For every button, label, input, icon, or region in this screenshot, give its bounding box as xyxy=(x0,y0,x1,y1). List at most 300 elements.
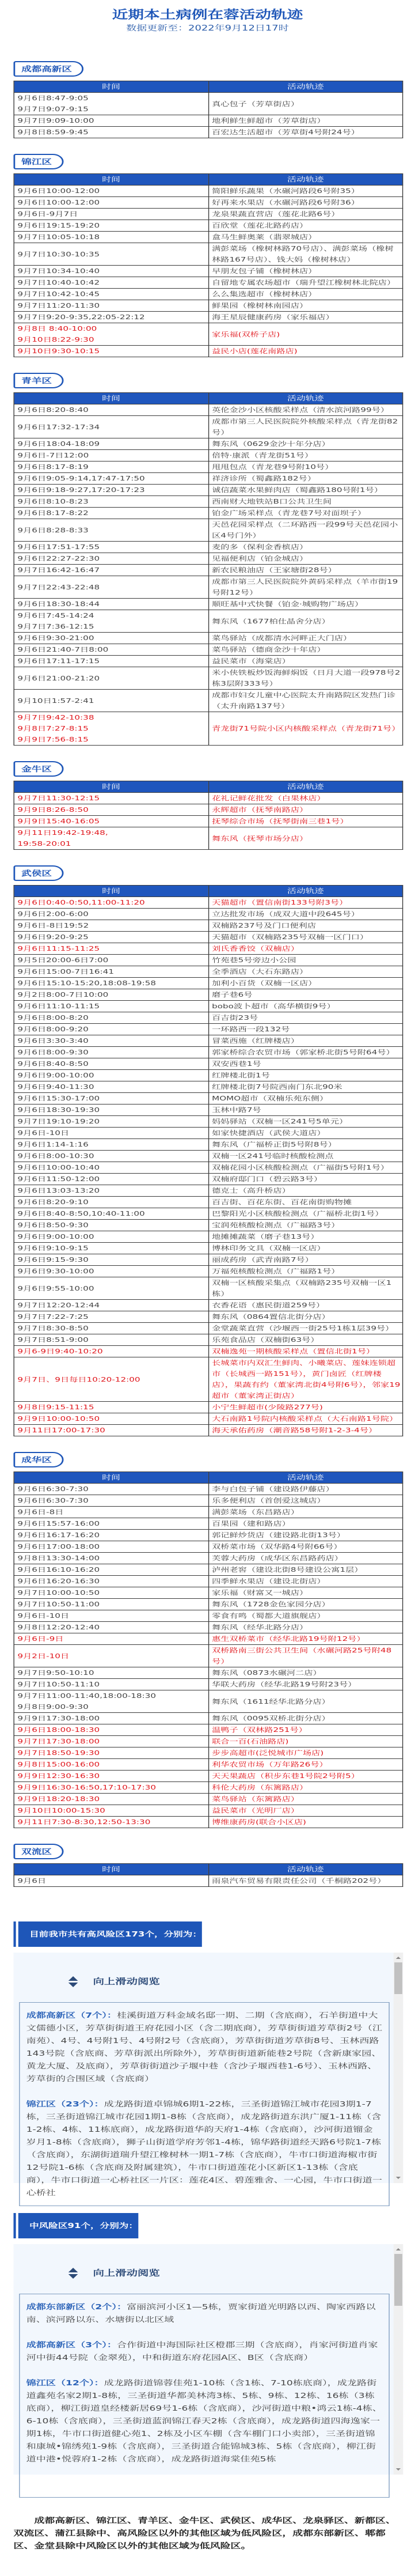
time-cell xyxy=(14,1724,208,1736)
place-cell: 磨子巷6号 xyxy=(208,989,403,1001)
high-risk-scroll-box[interactable] xyxy=(13,1953,403,2197)
column-header-time: 时间 xyxy=(14,174,208,186)
time-text: 9月8日15:00-16:00 xyxy=(17,1761,100,1768)
place-cell: 新农民粮油店（王家塘街28号） xyxy=(208,565,403,576)
table-row xyxy=(14,1402,402,1413)
time-text: 9月6日9:20-9:25 xyxy=(17,933,89,941)
table-row xyxy=(14,667,402,690)
table-row xyxy=(14,1104,402,1116)
column-header-place: 活动轨迹 xyxy=(208,174,403,186)
place-cell: 乐苑食品店（双楠街63号） xyxy=(208,1334,403,1346)
time-text: 9月2日8:00-7日10:00 xyxy=(17,991,109,998)
place-cell: 舞东风（广福桥正街5号附8号） xyxy=(208,1139,403,1151)
time-cell xyxy=(14,1323,208,1334)
time-cell xyxy=(14,438,208,450)
table-row xyxy=(14,1747,402,1759)
time-cell xyxy=(14,1622,208,1633)
place-cell: 泸州老窖（建设北街8号建设公寓1层） xyxy=(208,1564,403,1576)
time-text: 9月6日15:30-17:00 xyxy=(17,1095,100,1102)
medium-risk-scroll-box[interactable] xyxy=(13,2244,403,2475)
table-row xyxy=(14,266,402,277)
place-cell: MOMO超市（双楠乐苑东侧） xyxy=(208,1093,403,1104)
column-header-time: 时间 xyxy=(14,1472,208,1484)
time-text: 9月6日18:30-18:44 xyxy=(17,600,100,608)
risk-entry xyxy=(26,2301,383,2326)
column-header-time: 时间 xyxy=(14,393,208,404)
table-row xyxy=(14,1599,402,1610)
time-text: 9月6日-10日 xyxy=(17,1612,70,1620)
table-row xyxy=(14,496,402,508)
place-cell: 妈妈驿站（双楠一区241号5单元） xyxy=(208,1116,403,1128)
time-text: 9月6日10:00-12:00 xyxy=(17,187,100,195)
table-row xyxy=(14,243,402,266)
time-text: 9月6日1:14-1:16 xyxy=(17,1141,89,1148)
district-label: 金牛区 xyxy=(13,761,63,777)
time-text: 9月6日8:17-8:19 xyxy=(17,463,89,471)
table-row xyxy=(14,1794,402,1805)
place-cell: 真心包子（芳草街店） xyxy=(208,93,403,115)
place-cell: 加利小百货（双楠一区店） xyxy=(208,978,403,989)
table-row xyxy=(14,1012,402,1024)
track-table xyxy=(13,1863,403,1887)
place-cell: 早朋友包子铺（橡树林店） xyxy=(208,266,403,277)
time-text: 9月6日15:10-15:20,18:08-19:58 xyxy=(17,979,157,987)
time-cell xyxy=(14,346,208,357)
place-cell: 双桥路南三街公共卫生间（水碾河路25号附48号） xyxy=(208,1645,403,1667)
place-cell: 双桥菜市场（双华路4号附66号） xyxy=(208,1541,403,1553)
place-cell: 见福便利店（铂金城店） xyxy=(208,553,403,565)
low-risk-note: 成都高新区、锦江区、青羊区、金牛区、武侯区、成华区、龙泉驿区、新都区、双流区、蒲江县除中、高风险区以外的其他区域为低风险区，成都东部新区、郫都区、金堂县除中风险区以外的其他区域为低风险区。 xyxy=(13,2517,396,2551)
table-row xyxy=(14,438,402,450)
column-header-place: 活动轨迹 xyxy=(208,1864,403,1875)
place-cell: 简阳鲜乐蔬果（水碾河路段6号附35） xyxy=(208,186,403,197)
district-section xyxy=(13,761,403,850)
place-cell: 益民菜市（光明厂店） xyxy=(208,1805,403,1817)
table-row xyxy=(14,346,402,357)
place-cell: 西南财大地铁站B口公共卫生间 xyxy=(208,496,403,508)
place-cell: 万福苑核酸检测点（广福路1号） xyxy=(208,1266,403,1277)
place-cell: 双楠逸苑一期核酸采样点（置信北街1号） xyxy=(208,1346,403,1357)
table-row xyxy=(14,1484,402,1495)
time-text: 9月6日11:50-12:00 xyxy=(17,1175,100,1183)
time-text: 9月6日18:04-18:09 xyxy=(17,440,100,448)
time-cell xyxy=(14,1518,208,1530)
place-cell: 惠生双桥菜市（经华北路19号附12号） xyxy=(208,1633,403,1645)
table-row xyxy=(14,1185,402,1197)
table-row xyxy=(14,1162,402,1174)
time-cell xyxy=(14,816,208,827)
time-text: 9月6日8:47-9:05 xyxy=(17,94,89,102)
place-cell: 舞东风（1611经华北路分店） xyxy=(208,1690,403,1713)
time-cell xyxy=(14,473,208,485)
table-row xyxy=(14,1576,402,1587)
district-section xyxy=(13,1452,403,1828)
table-row xyxy=(14,712,402,746)
time-cell xyxy=(14,920,208,932)
table-row xyxy=(14,312,402,323)
track-table xyxy=(13,173,403,357)
place-cell: 成都市第三人民医院院外黄码采样点（羊市街19号附12号） xyxy=(208,576,403,599)
district-name: 成都东部新区（2个）： xyxy=(26,2302,127,2311)
time-text: 9月6日8:10-8:23 xyxy=(17,498,89,505)
time-text: 9月9日10:00-10:50 xyxy=(17,1415,100,1423)
time-text: 9月6日8:00-8:20 xyxy=(17,1014,89,1022)
place-cell: 诚信蔬菜水果鲜肉店（蜀鑫路180号附1号） xyxy=(208,485,403,496)
table-row xyxy=(14,1151,402,1162)
table-row xyxy=(14,1128,402,1139)
time-cell xyxy=(14,1277,208,1300)
column-header-place: 活动轨迹 xyxy=(208,1472,403,1484)
medium-risk-heading-text: 中风险区91个，分别为： xyxy=(18,2213,138,2238)
table-row xyxy=(14,1047,402,1058)
risk-entry xyxy=(26,2339,383,2364)
time-text: 9月7日7:36-12:15 xyxy=(17,623,94,630)
time-text: 9月6日21:40-7日8:00 xyxy=(17,646,109,653)
time-cell xyxy=(14,644,208,656)
time-text: 9月6日17:32-17:34 xyxy=(17,423,100,431)
time-text: 9月7日19:10-19:20 xyxy=(17,1118,100,1125)
table-row xyxy=(14,1413,402,1425)
time-text: 9月8日9:15-11:15 xyxy=(17,1404,94,1411)
time-text: 9月6日-8日19:52 xyxy=(17,922,89,929)
time-cell xyxy=(14,266,208,277)
time-text: 9月6日8:20-9:10 xyxy=(17,1198,89,1206)
place-cell: 零食有鸣（蜀都大道旗舰店） xyxy=(208,1610,403,1622)
table-row xyxy=(14,599,402,610)
place-cell: 百果园（建和路店） xyxy=(208,1518,403,1530)
place-cell: 小宁生鲜超市(少陵路277号) xyxy=(208,1402,403,1413)
time-text: 9月6日8:00-9:20 xyxy=(17,1026,89,1033)
time-text: 9月11日7:30-8:30,12:50-13:30 xyxy=(17,1818,151,1826)
scroll-up-icon[interactable] xyxy=(396,1957,401,1959)
time-cell xyxy=(14,1093,208,1104)
time-cell xyxy=(14,1564,208,1576)
time-text: 9月7日8:51-9:00 xyxy=(17,1336,89,1344)
time-text: 9月7日9:09-10:00 xyxy=(17,117,94,124)
time-text: 9月6日6:30-7:30 xyxy=(17,1485,89,1493)
time-cell xyxy=(14,1012,208,1024)
time-cell xyxy=(14,1713,208,1724)
time-cell xyxy=(14,323,208,346)
table-row xyxy=(14,633,402,644)
time-cell xyxy=(14,1553,208,1564)
time-text: 9月7日10:34-10:40 xyxy=(17,267,100,275)
place-cell: 百吉街、百花东街、百花南街购物摊 xyxy=(208,1197,403,1208)
risk-areas: 成龙路街道卓锦城6期1-22栋，三圣街道锦江城市花园3期1-7栋，三圣街道锦江城市花园1期1-8栋（含底商），成龙路街道东洪广厦1-11栋（含1-2栋、4栋、11栋底商），成龙路街道华韵天府1-4栋（含底商），沙河街道镏金岁月1-8栋（含底商），狮子山街道学府芳邻1-4栋，锦华路街道经天路6号院1-7栋（含底商），东湖街道瑞升望江橡树林一期1-7栋（含底商），牛市口街道海椒市街12号院1-6栋（含底商及附属建筑），牛市口街道莲花小区新区1-13栋（含底商），牛市口街道一心桥社区一片区：莲花4区、碧莲雅舍、一心园，牛市口街道一心桥社 xyxy=(26,2100,383,2197)
place-cell: 双楠路237号及门口便利店 xyxy=(208,920,403,932)
time-cell xyxy=(14,1208,208,1220)
time-cell xyxy=(14,1346,208,1357)
table-row xyxy=(14,519,402,542)
time-text: 9月6日8:40-8:50 xyxy=(17,1060,89,1068)
time-cell xyxy=(14,450,208,462)
scrollbar-thumb[interactable] xyxy=(394,1962,402,1994)
time-cell xyxy=(14,565,208,576)
time-cell xyxy=(14,1081,208,1093)
time-text: 9月6日8:40-8:50,10:40-11:00 xyxy=(17,1210,145,1217)
place-cell: 竹苑巷5号旁边小公园 xyxy=(208,955,403,966)
time-cell xyxy=(14,989,208,1001)
time-cell xyxy=(14,1794,208,1805)
place-cell: 家乐福（财富又一城店） xyxy=(208,1587,403,1599)
time-text: 9月6日2:00-6:00 xyxy=(17,910,89,918)
table-row xyxy=(14,1024,402,1035)
table-row xyxy=(14,565,402,576)
time-cell xyxy=(14,1311,208,1323)
place-cell: 舞东风（1728金色家园分店） xyxy=(208,1599,403,1610)
table-row xyxy=(14,473,402,485)
time-cell xyxy=(14,186,208,197)
scroll-down-icon[interactable] xyxy=(396,2177,401,2179)
time-cell xyxy=(14,966,208,978)
high-risk-list xyxy=(19,2002,390,2206)
time-cell xyxy=(14,496,208,508)
table-row xyxy=(14,1220,402,1231)
place-cell: 鲜果园（橡树林南园店） xyxy=(208,300,403,312)
time-text: 9月7日9:20-9:35,22:05-22:12 xyxy=(17,313,145,321)
high-risk-heading xyxy=(13,1921,415,1947)
time-text: 9月7日12:20-12:44 xyxy=(17,1302,100,1309)
place-cell: 天天果蔬店（积步东巷1号院2号附5） xyxy=(208,1771,403,1782)
place-cell: 顺旺基中式快餐（铂金·城购物广场店） xyxy=(208,599,403,610)
time-text: 9月6日8:17-8:22 xyxy=(17,509,89,517)
place-cell: 菜鸟驿站（德商金沙十年店） xyxy=(208,644,403,656)
time-text: 9月10日1:57-2:41 xyxy=(17,697,94,705)
time-cell xyxy=(14,1402,208,1413)
table-row xyxy=(14,989,402,1001)
track-table xyxy=(13,1472,403,1828)
place-cell: 全季酒店（大石东路店） xyxy=(208,966,403,978)
table-row xyxy=(14,1736,402,1747)
time-text: 9月6日10:00-10:40 xyxy=(17,1164,100,1171)
table-row xyxy=(14,553,402,565)
table-row xyxy=(14,450,402,462)
place-cell: 地摊摊蔬菜（磨子巷13号） xyxy=(208,1231,403,1243)
table-row xyxy=(14,1633,402,1645)
time-cell xyxy=(14,93,208,115)
table-row xyxy=(14,1093,402,1104)
time-cell xyxy=(14,793,208,804)
scroll-up-icon[interactable] xyxy=(396,2248,401,2250)
place-cell: 利华农贸市场（万年路26号） xyxy=(208,1759,403,1771)
table-row xyxy=(14,932,402,943)
time-cell xyxy=(14,1599,208,1610)
scroll-hint xyxy=(67,2267,159,2279)
update-time: 数据更新至：2022年9月12日17时 xyxy=(126,24,289,33)
place-cell: 芙蓉大药房（成华区东昌路药店） xyxy=(208,1553,403,1564)
time-text: 9月11日17:00-17:30 xyxy=(17,1427,105,1434)
district-label: 双流区 xyxy=(13,1844,63,1859)
time-cell xyxy=(14,1679,208,1690)
time-text: 9月11日19:42-19:48, xyxy=(17,829,108,837)
time-cell xyxy=(14,508,208,519)
time-cell xyxy=(14,312,208,323)
table-header xyxy=(14,886,402,897)
time-cell xyxy=(14,656,208,667)
track-table xyxy=(13,81,403,138)
table-row xyxy=(14,1771,402,1782)
time-cell xyxy=(14,462,208,473)
time-cell xyxy=(14,243,208,266)
table-row xyxy=(14,1610,402,1622)
scrollbar[interactable] xyxy=(394,2244,403,2475)
district-name: 锦江区（23个）： xyxy=(26,2100,104,2108)
place-cell: 满彭菜场（东昌路店） xyxy=(208,1507,403,1518)
place-cell: 铂金广场采样点（青龙巷7号对面坝子） xyxy=(208,508,403,519)
time-text: 9月8日8:59-9:45 xyxy=(17,128,89,136)
time-text: 9月6日-7日12:00 xyxy=(17,452,89,459)
time-text: 9月6日8:28-8:33 xyxy=(17,526,89,534)
time-cell xyxy=(14,1174,208,1185)
table-row xyxy=(14,209,402,220)
time-text: 9月6日8:00-10:30 xyxy=(17,1152,94,1160)
table-row xyxy=(14,920,402,932)
district-label: 成都高新区 xyxy=(13,61,83,77)
table-row xyxy=(14,1507,402,1518)
risk-entry xyxy=(26,2098,383,2199)
scroll-hint-label: 向上滑动阅览 xyxy=(93,2269,160,2278)
table-row xyxy=(14,1070,402,1081)
time-text: 9月9日18:20-18:30 xyxy=(17,1795,100,1803)
medium-risk-heading xyxy=(13,2213,415,2238)
district-label: 武侯区 xyxy=(13,865,63,881)
place-cell: 金堂蔬菜直营（沙堰西一街25号1栋1层39号） xyxy=(208,1323,403,1334)
time-text: 9月10日9:30-10:15 xyxy=(17,347,100,355)
place-cell: 自留地专属农场超市（瑞升望江橡树林北院店） xyxy=(208,277,403,289)
place-cell: 麦的多（保利金香槟店） xyxy=(208,542,403,553)
column-header-time: 时间 xyxy=(14,781,208,793)
table-row xyxy=(14,1587,402,1599)
risk-entry xyxy=(26,2009,383,2085)
heading-bar xyxy=(13,2213,16,2238)
table-row xyxy=(14,827,402,850)
time-cell xyxy=(14,1425,208,1436)
time-cell xyxy=(14,1197,208,1208)
place-cell: 倍特·康派（青龙街51号） xyxy=(208,450,403,462)
scrollbar-thumb[interactable] xyxy=(394,2254,402,2306)
place-cell: 海天承佑药房（潮音路58号附1-2-3-4号） xyxy=(208,1425,403,1436)
time-cell xyxy=(14,1104,208,1116)
time-text: 9月10日8:22-9:30 xyxy=(17,336,94,343)
time-cell xyxy=(14,1805,208,1817)
time-text: 9月2日-10日 xyxy=(17,1652,70,1660)
place-cell: 科伦大药房（东篱路店） xyxy=(208,1782,403,1794)
place-cell: 郭记鲜炒货店（建设路北街13号） xyxy=(208,1530,403,1541)
table-row xyxy=(14,1425,402,1436)
time-cell xyxy=(14,220,208,232)
place-cell: 双楠一区核酸采集点（双楠路235号双楠一区1栋） xyxy=(208,1277,403,1300)
time-text: 9月6日16:17-16:20 xyxy=(17,1531,100,1539)
time-text: 9月5日20:00-6日7:00 xyxy=(17,956,109,964)
time-text: 9月6日18:30-19:30 xyxy=(17,1106,100,1114)
time-cell xyxy=(14,1266,208,1277)
place-cell: 巴黎阳光小区核酸检测点（广福桥北街1号） xyxy=(208,1208,403,1220)
time-text: 9月6日11:15-11:25 xyxy=(17,945,100,952)
time-text: 9月6日10:00-12:00 xyxy=(17,199,100,206)
place-cell: bobo波卜超市（高华横街9号） xyxy=(208,1001,403,1012)
time-cell xyxy=(14,1576,208,1587)
district-name: 成都高新区（7个）： xyxy=(26,2011,117,2019)
time-text: 9月6-9日9:40-10:20 xyxy=(17,1348,103,1355)
time-cell xyxy=(14,576,208,599)
place-cell: 百欣堂（莲花北路药店） xyxy=(208,220,403,232)
table-row xyxy=(14,1667,402,1679)
place-cell: 双楠花园小区核酸检测点（广福街5号附1号） xyxy=(208,1162,403,1174)
district-section xyxy=(13,1844,403,1887)
district-label: 成华区 xyxy=(13,1452,63,1467)
column-header-place: 活动轨迹 xyxy=(208,393,403,404)
time-cell xyxy=(14,712,208,746)
time-text: 9月9日12:30-16:30 xyxy=(17,1772,100,1780)
time-cell xyxy=(14,1633,208,1645)
time-cell xyxy=(14,1484,208,1495)
time-text: 9月7日17:30-18:00 xyxy=(17,1738,100,1745)
place-cell: 博维康药房(联合小区店) xyxy=(208,1817,403,1828)
place-cell: 宝润苑核酸检测点（广福路3号） xyxy=(208,1220,403,1231)
place-cell: 双安西巷1号 xyxy=(208,1058,403,1070)
time-cell xyxy=(14,1300,208,1311)
time-cell xyxy=(14,1243,208,1254)
table-row xyxy=(14,1277,402,1300)
place-cell: 舞东风（0095双桥北街分店） xyxy=(208,1713,403,1724)
table-row xyxy=(14,404,402,416)
table-row xyxy=(14,416,402,438)
place-cell: 米小侠铁板炒饭海鲜焖饭（日月大道一段978号2栋3层附333号） xyxy=(208,667,403,690)
table-row xyxy=(14,1518,402,1530)
time-cell xyxy=(14,1610,208,1622)
table-row xyxy=(14,897,402,909)
table-header xyxy=(14,393,402,404)
place-cell: 郭家桥综合农贸市场（郭家桥北街5号附64号） xyxy=(208,1047,403,1058)
place-cell: 天邑花园采样点（二环路西一段99号天邑花园小区4号门外） xyxy=(208,519,403,542)
time-cell xyxy=(14,1495,208,1507)
column-header-time: 时间 xyxy=(14,1864,208,1875)
time-cell xyxy=(14,932,208,943)
time-text: 19:58-20:01 xyxy=(17,840,71,848)
scroll-down-icon[interactable] xyxy=(396,2468,401,2471)
place-cell: 雨泉汽车贸易有限责任公司（千桐路202号） xyxy=(208,1875,403,1887)
track-table xyxy=(13,392,403,746)
place-cell: 冒菜西施（红牌楼店） xyxy=(208,1035,403,1047)
place-cell: 步步高超市(泛悦城市广场店) xyxy=(208,1747,403,1759)
place-cell: 德克士（高升桥店） xyxy=(208,1185,403,1197)
place-cell: 成都市第三人民医院院外核酸采样点（青龙街82号） xyxy=(208,416,403,438)
table-row xyxy=(14,1243,402,1254)
place-cell: 温鸭子（双林路251号） xyxy=(208,1724,403,1736)
place-cell: 大石南路1号院内核酸采样点（大石南路1号院） xyxy=(208,1413,403,1425)
time-text: 9月6日15:57-16:00 xyxy=(17,1520,100,1527)
column-header-time: 时间 xyxy=(14,81,208,93)
high-risk-heading-text: 目前我市共有高风险区173个，分别为： xyxy=(18,1921,202,1947)
place-cell: 菜鸟驿站（东篱路店） xyxy=(208,1794,403,1805)
place-cell: 博林印务文具（双楠一区店） xyxy=(208,1243,403,1254)
table-row xyxy=(14,1679,402,1690)
scrollbar[interactable] xyxy=(394,1953,403,2183)
time-cell xyxy=(14,1254,208,1266)
table-row xyxy=(14,1690,402,1713)
time-cell xyxy=(14,1759,208,1771)
time-text: 9月6日-10日 xyxy=(17,1129,70,1137)
table-row xyxy=(14,1231,402,1243)
time-cell xyxy=(14,909,208,920)
time-text: 9月6日9:55-10:00 xyxy=(17,1284,94,1292)
place-cell: 好再来水果店（水碾河路段6号附36） xyxy=(208,197,403,209)
time-cell xyxy=(14,416,208,438)
table-header xyxy=(14,81,402,93)
time-cell xyxy=(14,1817,208,1828)
column-header-time: 时间 xyxy=(14,886,208,897)
time-text: 9月6日16:20-16:30 xyxy=(17,1578,100,1585)
